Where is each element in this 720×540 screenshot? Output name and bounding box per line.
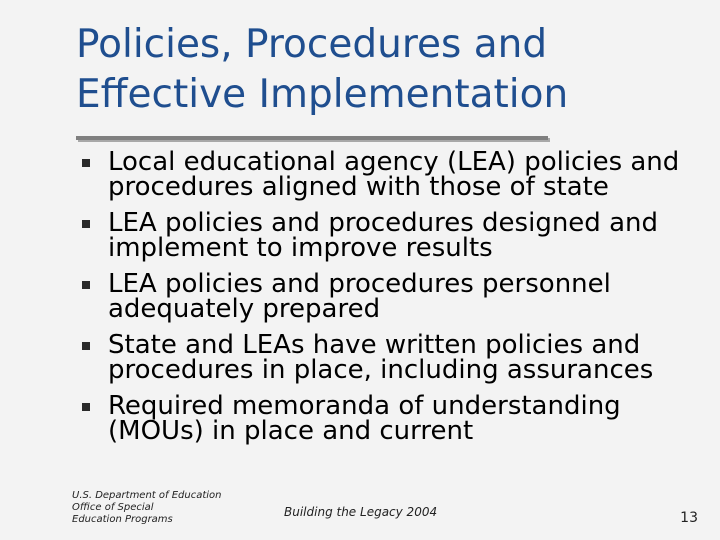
bullet-text: State and LEAs have written policies and procedures in place, including assurances <box>108 330 654 385</box>
bullet-text: Required memoranda of understanding (MOUs) in place and current <box>108 391 621 446</box>
page-number: 13 <box>680 510 698 526</box>
bullet-text: LEA policies and procedures personnel adequately prepared <box>108 269 611 324</box>
footer-org-line: Education Programs <box>72 514 173 525</box>
square-bullet-icon <box>82 159 90 167</box>
footer-org-line: Office of Special <box>72 502 154 513</box>
bullet-text: Local educational agency (LEA) policies and procedures aligned with those of state <box>108 147 680 202</box>
bullet-text: LEA policies and procedures designed and implement to improve results <box>108 208 658 263</box>
square-bullet-icon <box>82 342 90 350</box>
bullet-item <box>0 330 700 385</box>
bullet-item <box>0 147 700 202</box>
title-line-1: Policies, Procedures and <box>76 22 548 67</box>
footer-org-line: U.S. Department of Education <box>72 490 222 501</box>
square-bullet-icon <box>82 281 90 289</box>
footer-organization <box>72 490 252 526</box>
footer-center-text: Building the Legacy 2004 <box>284 505 438 519</box>
bullet-item <box>0 269 700 324</box>
bullet-item <box>0 391 700 446</box>
bullet-item <box>0 208 700 263</box>
slide-title <box>76 20 696 120</box>
title-divider <box>76 136 548 140</box>
bullet-list <box>0 147 720 446</box>
square-bullet-icon <box>82 220 90 228</box>
title-line-2: Effective Implementation <box>76 72 569 117</box>
square-bullet-icon <box>82 403 90 411</box>
